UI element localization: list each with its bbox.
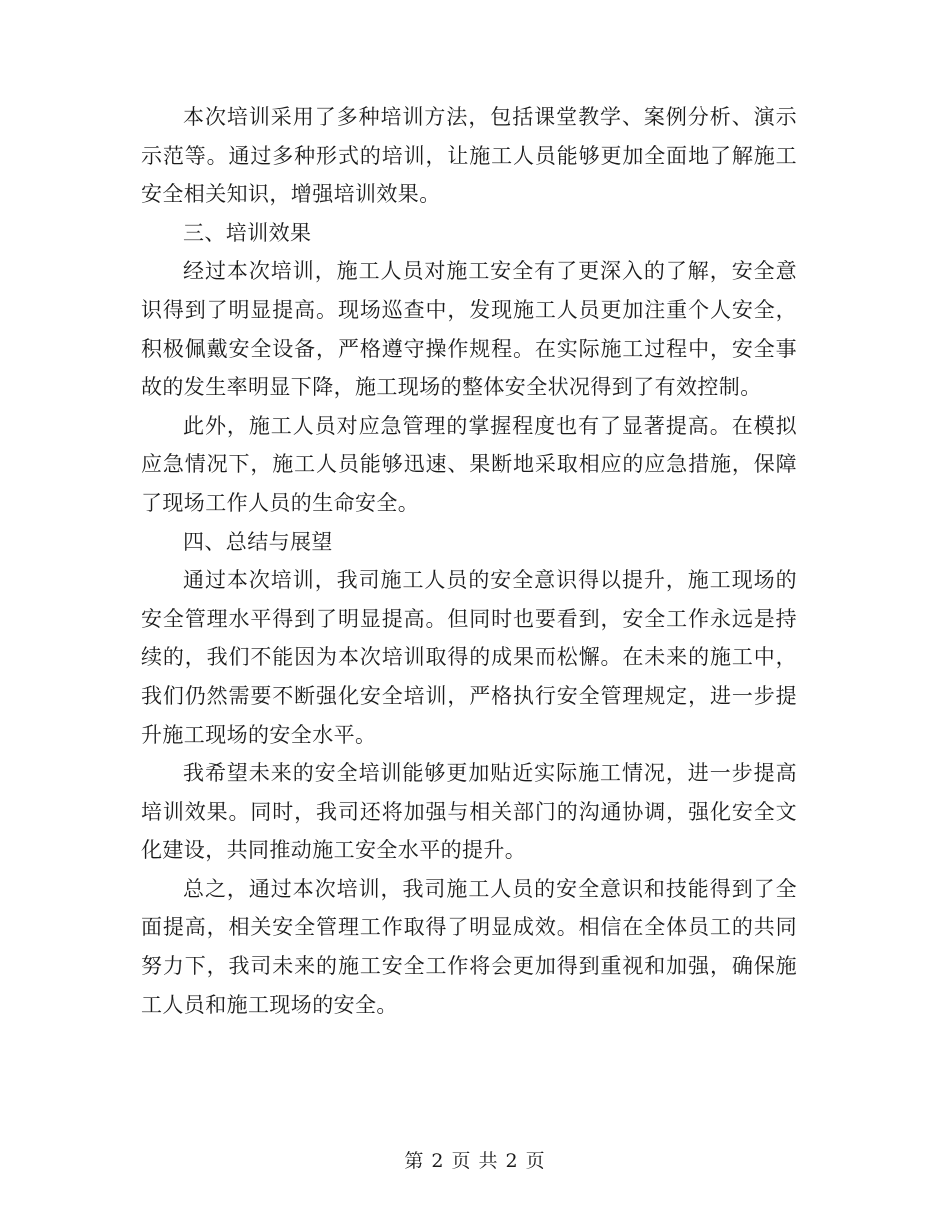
paragraph-training-methods: 本次培训采用了多种培训方法，包括课堂教学、案例分析、演示示范等。通过多种形式的培训，让施工人员能够更加全面地了解施工安全相关知识，增强培训效果。: [141, 105, 797, 207]
paragraph-training-effect: 经过本次培训，施工人员对施工安全有了更深入的了解，安全意识得到了明显提高。现场巡查中，发现施工人员更加注重个人安全，积极佩戴安全设备，严格遵守操作规程。在实际施工过程中，安全事故的发生率明显下降，施工现场的整体安全状况得到了有效控制。: [141, 259, 797, 400]
page-number-footer: 第 2 页 共 2 页: [404, 1150, 546, 1172]
section-heading-training-effect: 三、培训效果: [183, 220, 312, 245]
paragraph-summary: 通过本次培训，我司施工人员的安全意识得以提升，施工现场的安全管理水平得到了明显提高。但同时也要看到，安全工作永远是持续的，我们不能因为本次培训取得的成果而松懈。在未来的施工中，我们仍然需要不断强化安全培训，严格执行安全管理规定，进一步提升施工现场的安全水平。: [141, 568, 797, 747]
paragraph-future-hopes: 我希望未来的安全培训能够更加贴近实际施工情况，进一步提高培训效果。同时，我司还将加强与相关部门的沟通协调，强化安全文化建设，共同推动施工安全水平的提升。: [141, 761, 797, 863]
section-heading-summary-outlook: 四、总结与展望: [183, 529, 333, 554]
paragraph-emergency-management: 此外，施工人员对应急管理的掌握程度也有了显著提高。在模拟应急情况下，施工人员能够迅速、果断地采取相应的应急措施，保障了现场工作人员的生命安全。: [141, 413, 797, 515]
document-body: [141, 98, 797, 1024]
paragraph-conclusion: 总之，通过本次培训，我司施工人员的安全意识和技能得到了全面提高，相关安全管理工作取得了明显成效。相信在全体员工的共同努力下，我司未来的施工安全工作将会更加得到重视和加强，确保施工人员和施工现场的安全。: [141, 876, 797, 1017]
